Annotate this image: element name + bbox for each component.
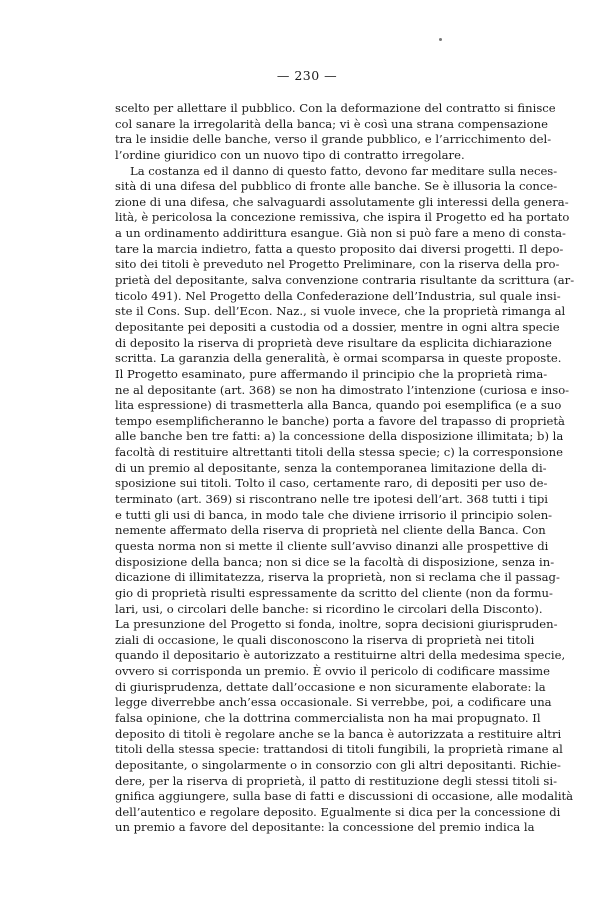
- text-line: terminato (art. 369) si riscontrano nelle tre ipotesi dell’art. 368 tutti i tipi: [115, 492, 548, 507]
- text-line: ticolo 491). Nel Progetto della Confederazione dell’Industria, sul quale insi-: [115, 288, 561, 303]
- text-line: falsa opinione, che la dottrina commercialista non ha mai propugnato. Il: [115, 710, 541, 725]
- text-line: depositante, o singolarmente o in consorzio con gli altri depositanti. Richie-: [115, 757, 561, 772]
- text-line: lità, è pericolosa la concezione remissiva, che ispira il Progetto ed ha portato: [115, 210, 570, 225]
- text-line: disposizione della banca; non si dice se la facoltà di disposizione, senza in-: [115, 554, 555, 569]
- text-line: scelto per allettare il pubblico. Con la deformazione del contratto si finisce: [115, 101, 556, 115]
- text-line: un premio a favore del depositante: la concessione del premio indica la: [115, 820, 535, 835]
- text-line: La costanza ed il danno di questo fatto, devono far meditare sulla neces-: [130, 163, 558, 178]
- text-line: tare la marcia indietro, fatta a questo proposito dai diversi progetti. Il depo-: [115, 241, 564, 256]
- text-line: sposizione sui titoli. Tolto il caso, certamente raro, di depositi per uso de-: [115, 476, 548, 491]
- text-line: dicazione di illimitatezza, riserva la proprietà, non si reclama che il passag-: [115, 570, 560, 585]
- text-line: gio di proprietà risulti espressamente da scritto del cliente (non da formu-: [115, 585, 553, 600]
- text-line: lari, usi, o circolari delle banche: si ricordino le circolari della Disconto).: [115, 601, 543, 616]
- text-line: ovvero si corrisponda un premio. È ovvio il pericolo di codificare massime: [115, 664, 550, 679]
- text-line: prietà del depositante, salva convenzione contraria risultante da scrittura (ar-: [115, 273, 575, 288]
- text-line: deposito di titoli è regolare anche se la banca è autorizzata a restituire altri: [115, 726, 562, 741]
- text-line: tra le insidie delle banche, verso il grande pubblico, e l’arricchimento del-: [115, 132, 552, 147]
- text-line: dere, per la riserva di proprietà, il patto di restituzione degli stessi titoli si-: [115, 773, 557, 788]
- text-line: questa norma non si mette il cliente sull’avviso dinanzi alle prospettive di: [115, 538, 549, 553]
- text-line: ste il Cons. Sup. dell’Econ. Naz., si vuole invece, che la proprietà rimanga al: [115, 304, 566, 319]
- text-line: di giurisprudenza, dettate dall’occasione e non sicuramente elaborate: la: [115, 679, 546, 694]
- text-line: zione di una difesa, che salvaguardi assolutamente gli interessi della genera-: [115, 194, 569, 209]
- text-line: lita espressione) di trasmetterla alla Banca, quando poi esemplifica (e a suo: [115, 398, 562, 413]
- text-line: di deposito la riserva di proprietà deve risultare da esplicita dichiarazione: [115, 335, 552, 350]
- text-line: alle banche ben tre fatti: a) la concessione della disposizione illimitata; b) la: [115, 429, 564, 444]
- text-line: l’ordine giuridico con un nuovo tipo di contratto irregolare.: [115, 147, 465, 162]
- text-line: nemente affermato della riserva di proprietà nel cliente della Banca. Con: [115, 523, 546, 538]
- paper-speck: [439, 38, 442, 41]
- text-line: di un premio al depositante, senza la contemporanea limitazione della di-: [115, 460, 547, 475]
- text-line: ziali di occasione, le quali disconoscono la riserva di proprietà nei titoli: [115, 632, 535, 647]
- page-number: — 230 —: [276, 68, 338, 83]
- text-line: legge diverrebbe anch’essa occasionale. Si verrebbe, poi, a codificare una: [115, 695, 552, 710]
- text-line: dell’autentico e regolare deposito. Egualmente si dica per la concessione di: [115, 804, 561, 819]
- text-line: col sanare la irregolarità della banca; vi è così una strana compensazione: [115, 116, 548, 131]
- text-line: ne al depositante (art. 368) se non ha dimostrato l’intenzione (curiosa e inso-: [115, 382, 570, 397]
- text-line: tempo esemplificheranno le banche) porta a favore del trapasso di proprietà: [115, 413, 565, 428]
- text-line: titoli della stessa specie: trattandosi di titoli fungibili, la proprietà rimane al: [115, 742, 563, 757]
- body-text: [115, 101, 575, 836]
- text-line: sito dei titoli è preveduto nel Progetto Preliminare, con la riserva della pro-: [115, 257, 560, 272]
- text-line: sità di una difesa del pubblico di fronte alle banche. Se è illusoria la conce-: [115, 179, 558, 194]
- text-line: scritta. La garanzia della generalità, è ormai scomparsa in queste proposte.: [115, 351, 562, 366]
- text-line: quando il depositario è autorizzato a restituirne altri della medesima specie,: [115, 648, 566, 663]
- text-line: facoltà di restituire altrettanti titoli della stessa specie; c) la corresponsione: [115, 445, 563, 460]
- text-line: Il Progetto esaminato, pure affermando il principio che la proprietà rima-: [115, 366, 548, 381]
- text-line: La presunzione del Progetto si fonda, inoltre, sopra decisioni giurispruden-: [115, 617, 558, 632]
- text-line: a un ordinamento addirittura esangue. Già non si può fare a meno di consta-: [115, 226, 566, 241]
- text-line: depositante pei depositi a custodia od a dossier, mentre in ogni altra specie: [115, 319, 560, 334]
- text-line: gnifica aggiungere, sulla base di fatti e discussioni di occasione, alle modalità: [115, 789, 574, 804]
- text-line: e tutti gli usi di banca, in modo tale che diviene irrisorio il principio solen-: [115, 507, 553, 522]
